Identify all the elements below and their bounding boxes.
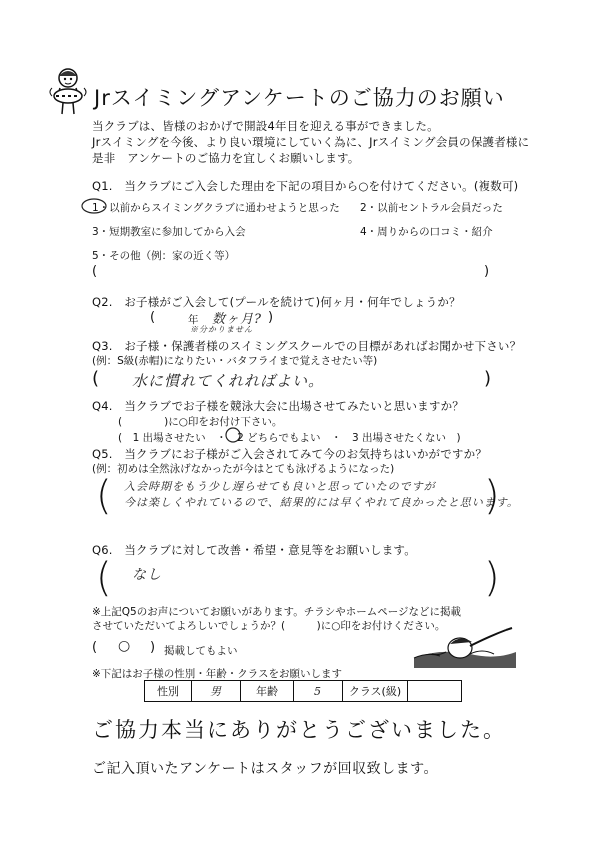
q4-options[interactable]: ( 1 出場させたい ・ 2 どちらでもよい ・ 3 出場させたくない ): [118, 432, 461, 444]
q6-answer[interactable]: なし: [132, 567, 162, 583]
q2-blank-close: ): [268, 310, 274, 325]
class-label: クラス(級): [343, 681, 408, 702]
q3-paren-close: ): [484, 368, 492, 389]
q3-paren-open: (: [92, 368, 100, 389]
q1-option-2[interactable]: 2・以前セントラル会員だった: [360, 202, 503, 214]
q3-example: (例：S級(赤帽)になりたい・バタフライまで覚えさせたい等): [92, 355, 378, 367]
q1-option-4[interactable]: 4・周りからの口コミ・紹介: [360, 226, 493, 238]
q4-question: Q4. 当クラブでお子様を競泳大会に出場させてみたいと思いますか？: [92, 399, 464, 413]
q6-bracket-close: ): [484, 555, 500, 601]
q5-example: (例：初めは全然泳げなかったが今はとても泳げるようになった): [92, 463, 395, 475]
intro-line-2: Jrスイミングを今後、より良い環境にしていく為に、Jrスイミング会員の保護者様に: [92, 135, 530, 149]
q1-option-3[interactable]: 3・短期教室に参加してから入会: [92, 226, 246, 238]
q5-answer-line-2[interactable]: 今は楽しくやれているので、結果的には早くやれて良かったと思います。: [124, 496, 519, 509]
q3-answer[interactable]: 水に慣れてくれればよい。: [132, 372, 325, 390]
publish-label: 掲載してもよい: [164, 645, 238, 657]
child-info-heading: ※下記はお子様の性別・年齢・クラスをお願いします: [92, 668, 342, 680]
publish-line-1: ※上記Q5のお声についてお願いがあります。チラシやホームページなどに掲載: [92, 606, 461, 618]
publish-paren-open: (: [92, 640, 98, 655]
q1-question: Q1. 当クラブにご入会した理由を下記の項目から○を付けてください。(複数可): [92, 179, 519, 193]
q5-question: Q5. 当クラブにお子様がご入会されてみて今のお気持ちはいかがですか？: [92, 447, 488, 461]
publish-answer[interactable]: ○: [118, 638, 132, 654]
age-label: 年齢: [241, 681, 294, 702]
q5-bracket-close: ): [484, 473, 500, 519]
q4-circle-mark: [224, 426, 242, 444]
child-info-table: [144, 680, 462, 702]
q3-question: Q3. お子様・保護者様のスイミングスクールでの目標があればお聞かせ下さい？: [92, 339, 522, 353]
footer-note: ご記入頂いたアンケートはスタッフが回収致します。: [92, 761, 439, 777]
publish-paren-close: ): [150, 640, 156, 655]
q1-option-5[interactable]: 5・その他（例：家の近く等）: [92, 250, 236, 262]
intro-line-3: 是非 アンケートのご協力を宜しくお願いします。: [92, 151, 360, 165]
q6-bracket-open: (: [96, 555, 112, 601]
q2-question: Q2. お子様がご入会して(プールを続けて)何ヶ月・何年でしょうか？: [92, 295, 461, 309]
q6-question: Q6. 当クラブに対して改善・希望・意見等をお願いします。: [92, 543, 416, 557]
intro-line-1: 当クラブは、皆様のおかげで開設4年目を迎える事ができました。: [92, 119, 439, 133]
page-title: Jrスイミングアンケートのご協力のお願い: [94, 86, 505, 110]
q2-year-label: 年: [188, 314, 199, 326]
q1-other-paren-open: (: [92, 264, 98, 279]
q1-other-paren-close: ): [484, 264, 490, 279]
q5-bracket-open: (: [96, 473, 112, 519]
gender-value[interactable]: 男: [192, 681, 241, 702]
q1-option-1[interactable]: 1・以前からスイミングクラブに通わせようと思った: [92, 202, 340, 214]
age-value[interactable]: 5: [294, 681, 343, 702]
q2-note: ※分かりません: [190, 325, 253, 334]
q5-answer-line-1[interactable]: 入会時期をもう少し遅らせても良いと思っていたのですが: [124, 480, 436, 493]
thanks-message: ご協力本当にありがとうございました。: [92, 718, 506, 742]
class-value[interactable]: [408, 681, 462, 702]
gender-label: 性別: [145, 681, 192, 702]
publish-line-2: させていただいてよろしいでしょうか？( )に○印をお付けください。: [92, 620, 446, 632]
mascot-swimmer-icon: [46, 66, 90, 116]
swimmer-illustration-icon: [410, 618, 520, 670]
q2-answer[interactable]: 数ヶ月?: [212, 312, 262, 327]
q2-blank-open: (: [150, 310, 156, 325]
q4-instruction: ( )に○印をお付け下さい。: [118, 416, 283, 428]
